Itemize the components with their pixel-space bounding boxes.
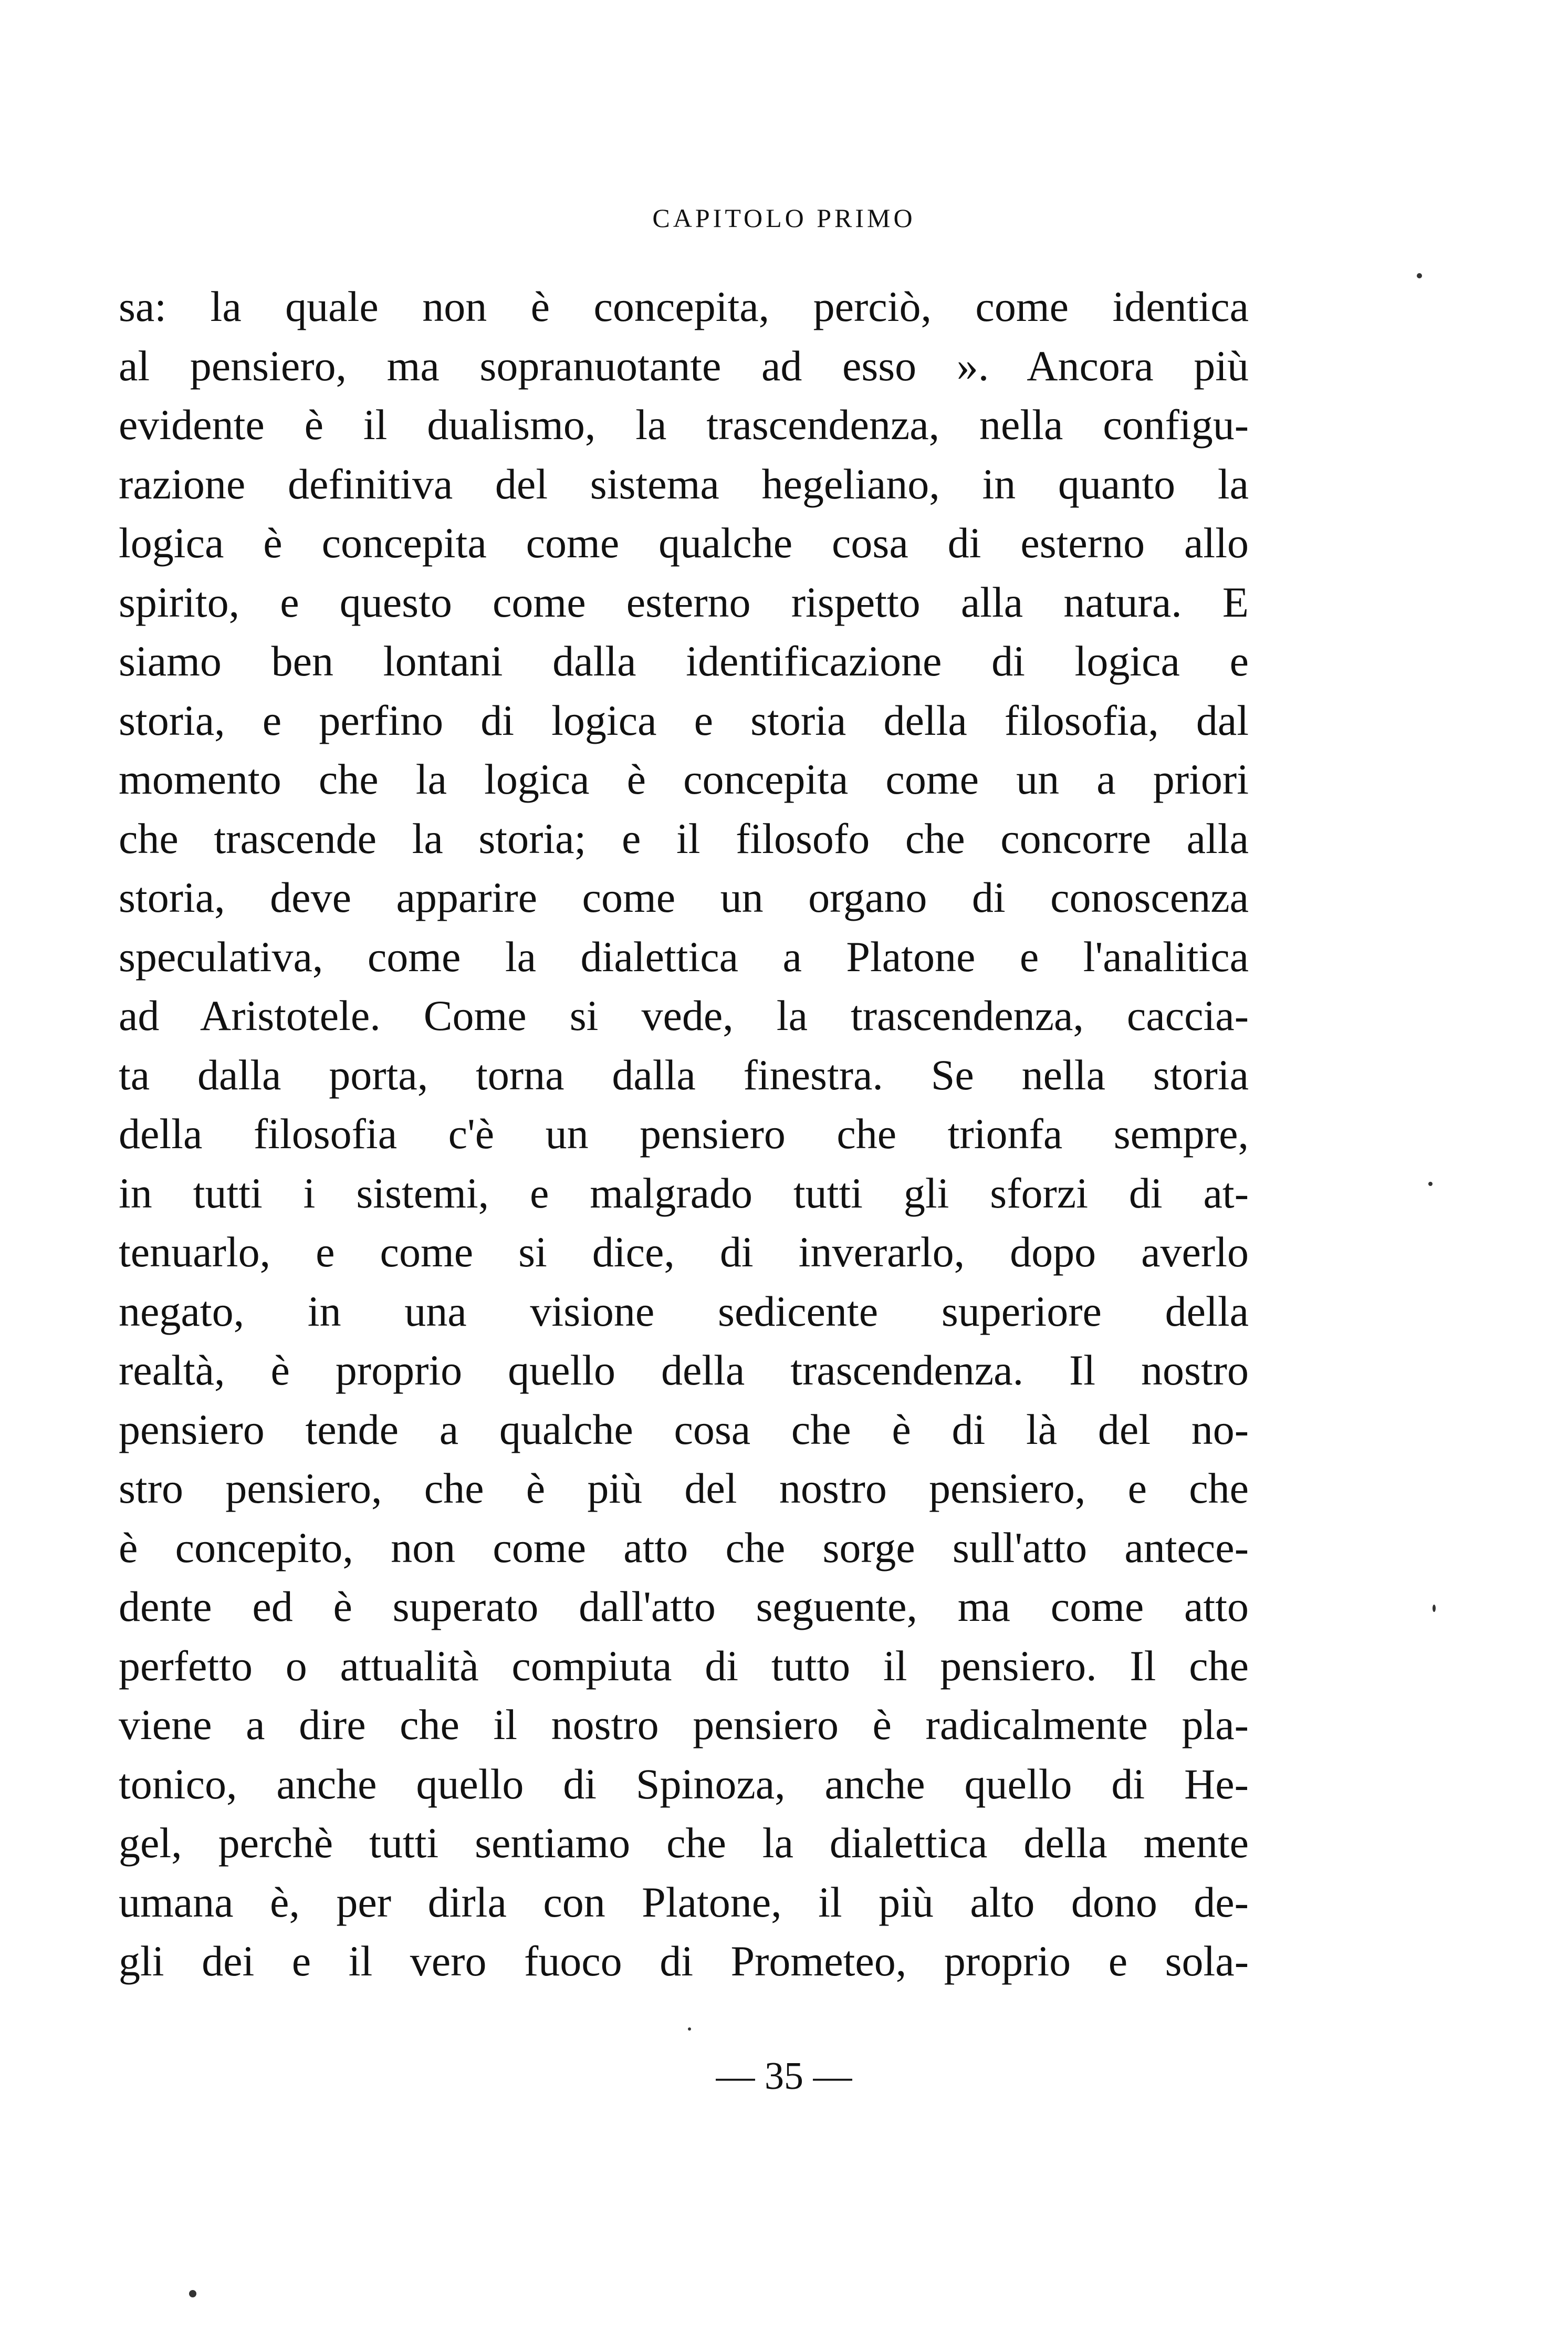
page-number: — 35 — [716, 2055, 852, 2098]
text-line: tonico, anche quello di Spinoza, anche quello di He- [119, 1760, 1249, 1808]
text-line: della filosofia c'è un pensiero che trionfa sempre, [119, 1110, 1249, 1158]
body-text [119, 277, 1249, 1991]
text-line: negato, in una visione sedicente superiore della [119, 1287, 1249, 1335]
scan-speck [688, 2027, 691, 2031]
text-line: al pensiero, ma sopranuotante ad esso ». Ancora più [119, 341, 1249, 390]
text-line: che trascende la storia; e il filosofo che concorre alla [119, 814, 1249, 862]
text-line: ad Aristotele. Come si vede, la trascendenza, caccia- [119, 992, 1249, 1039]
text-line: storia, e perfino di logica e storia della filosofia, dal [119, 696, 1249, 744]
text-line: spirito, e questo come esterno rispetto alla natura. E [119, 578, 1249, 626]
text-line: tenuarlo, e come si dice, di inverarlo, dopo averlo [119, 1228, 1249, 1276]
text-line: storia, deve apparire come un organo di conoscenza [119, 873, 1249, 921]
text-line: sa: la quale non è concepita, perciò, come identica [119, 283, 1249, 330]
text-line: in tutti i sistemi, e malgrado tutti gli sforzi di at- [119, 1169, 1249, 1217]
text-line: speculativa, come la dialettica a Platone e l'analitica [119, 932, 1249, 981]
text-line: siamo ben lontani dalla identificazione di logica e [119, 637, 1249, 685]
text-line: evidente è il dualismo, la trascendenza, nella configu- [119, 401, 1249, 449]
text-line: stro pensiero, che è più del nostro pensiero, e che [119, 1464, 1249, 1512]
text-line: è concepito, non come atto che sorge sull'atto antece- [119, 1523, 1249, 1572]
text-line: viene a dire che il nostro pensiero è radicalmente pla- [119, 1701, 1249, 1749]
scan-speck [1428, 1182, 1433, 1186]
text-line: realtà, è proprio quello della trascendenza. Il nostro [119, 1346, 1249, 1394]
scan-speck [1433, 1605, 1436, 1612]
text-line: ta dalla porta, torna dalla finestra. Se nella storia [119, 1050, 1249, 1099]
scan-speck [189, 2290, 196, 2297]
text-line: dente ed è superato dall'atto seguente, ma come atto [119, 1583, 1249, 1630]
text-line: gli dei e il vero fuoco di Prometeo, proprio e sola- [119, 1937, 1249, 1985]
running-head: CAPITOLO PRIMO [652, 203, 916, 233]
scan-speck [1417, 273, 1422, 278]
text-line: gel, perchè tutti sentiamo che la dialettica della mente [119, 1819, 1249, 1867]
text-line: momento che la logica è concepita come un a priori [119, 755, 1249, 803]
text-line: pensiero tende a qualche cosa che è di là del no- [119, 1405, 1249, 1453]
text-line: umana è, per dirla con Platone, il più alto dono de- [119, 1878, 1249, 1926]
text-line: perfetto o attualità compiuta di tutto il pensiero. Il che [119, 1641, 1249, 1690]
text-line: razione definitiva del sistema hegeliano, in quanto la [119, 460, 1249, 508]
text-line: logica è concepita come qualche cosa di esterno allo [119, 519, 1249, 567]
